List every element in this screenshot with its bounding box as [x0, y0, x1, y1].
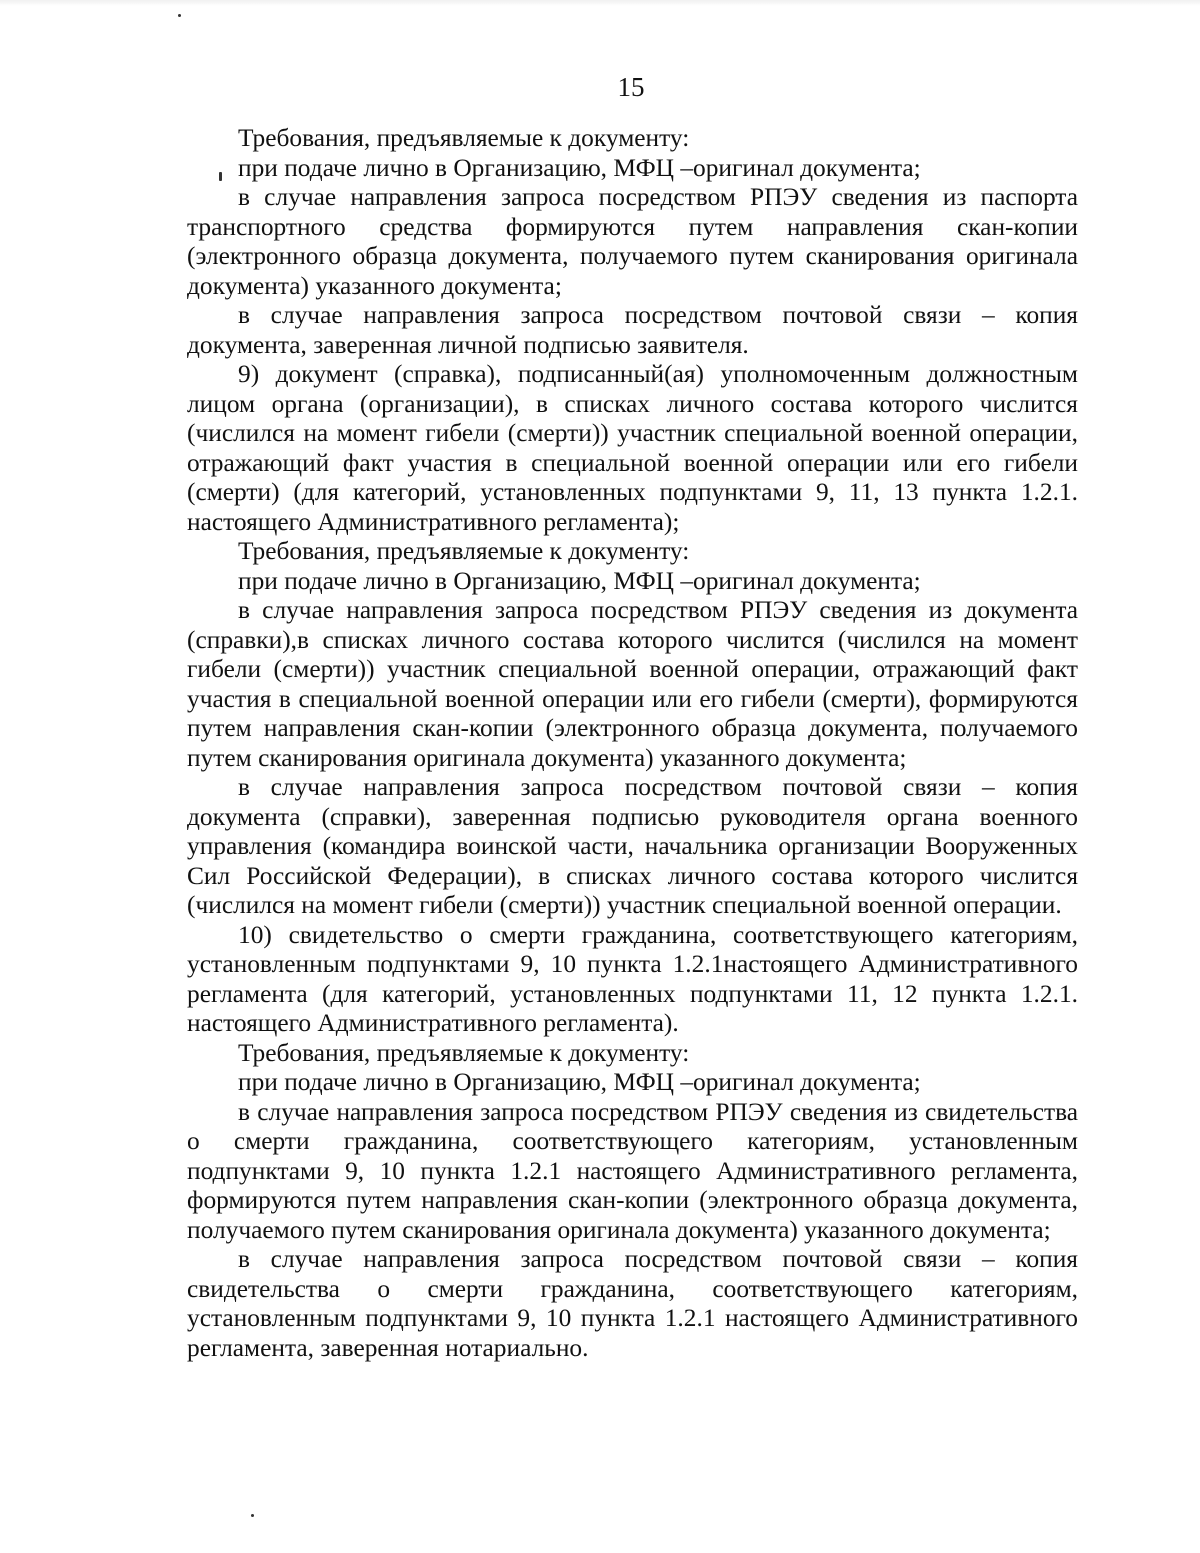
paragraph: при подаче лично в Организацию, МФЦ –оригинал документа;	[238, 153, 921, 182]
paragraph: в случае направления запроса посредством РПЭУ сведения из свидетельства о смерти гражданина, соответствующего категориям, установленным подпунктами 9, 10 пункта 1.2.1 настоящего Административного регламента, формируются путем направления скан-копии (электронного образца документа, получаемого путем сканирования оригинала документа) указанного документа;	[187, 1097, 1078, 1244]
paragraph: в случае направления запроса посредством почтовой связи – копия свидетельства о смерти гражданина, соответствующего категориям, установленным подпунктами 9, 10 пункта 1.2.1 настоящего Административного регламента, заверенная нотариально.	[187, 1245, 1078, 1362]
page-number: 15	[617, 72, 645, 102]
paragraph: в случае направления запроса посредством почтовой связи – копия документа, заверенная личной подписью заявителя.	[187, 301, 1078, 359]
paragraph: Требования, предъявляемые к документу:	[238, 537, 690, 565]
paragraph: 10) свидетельство о смерти гражданина, соответствующего категориям, установленным подпунктами 9, 10 пункта 1.2.1настоящего Административного регламента (для категорий, установленных подпунктами 11, 12 пункта 1.2.1. настоящего Административного регламента).	[187, 920, 1078, 1037]
paragraph: в случае направления запроса посредством РПЭУ сведения из паспорта транспортного средства формируются путем направления скан-копии (электронного образца документа, получаемого путем сканирования оригинала документа) указанного документа;	[187, 183, 1078, 300]
document-body	[187, 124, 1078, 1363]
paragraph: Требования, предъявляемые к документу:	[238, 1038, 690, 1067]
scan-speck	[178, 14, 181, 17]
paragraph: Требования, предъявляемые к документу:	[238, 124, 690, 152]
paragraph: при подаче лично в Организацию, МФЦ –оригинал документа;	[238, 566, 921, 595]
paragraph: при подаче лично в Организацию, МФЦ –оригинал документа;	[238, 1068, 921, 1096]
scan-speck	[251, 1514, 254, 1517]
paragraph: в случае направления запроса посредством почтовой связи – копия документа (справки), заверенная подписью руководителя органа военного управления (командира воинской части, начальника организации Вооруженных Сил Российской Федерации), в списках личного состава которого числится (числился на момент гибели (смерти)) участник специальной военной операции.	[187, 773, 1078, 919]
scan-edge-shadow	[0, 0, 1200, 6]
paragraph: 9) документ (справка), подписанный(ая) уполномоченным должностным лицом органа (организации), в списках личного состава которого числится (числился на момент гибели (смерти)) участник специальной военной операции, отражающий факт участия в специальной военной операции или его гибели (смерти) (для категорий, установленных подпунктами 9, 11, 13 пункта 1.2.1. настоящего Административного регламента);	[187, 360, 1078, 536]
paragraph: в случае направления запроса посредством РПЭУ сведения из документа (справки),в списках личного состава которого числится (числился на момент гибели (смерти)) участник специальной военной операции, отражающий факт участия в специальной военной операции или его гибели (смерти), формируются путем направления скан-копии (электронного образца документа, получаемого путем сканирования оригинала документа) указанного документа;	[187, 596, 1078, 772]
